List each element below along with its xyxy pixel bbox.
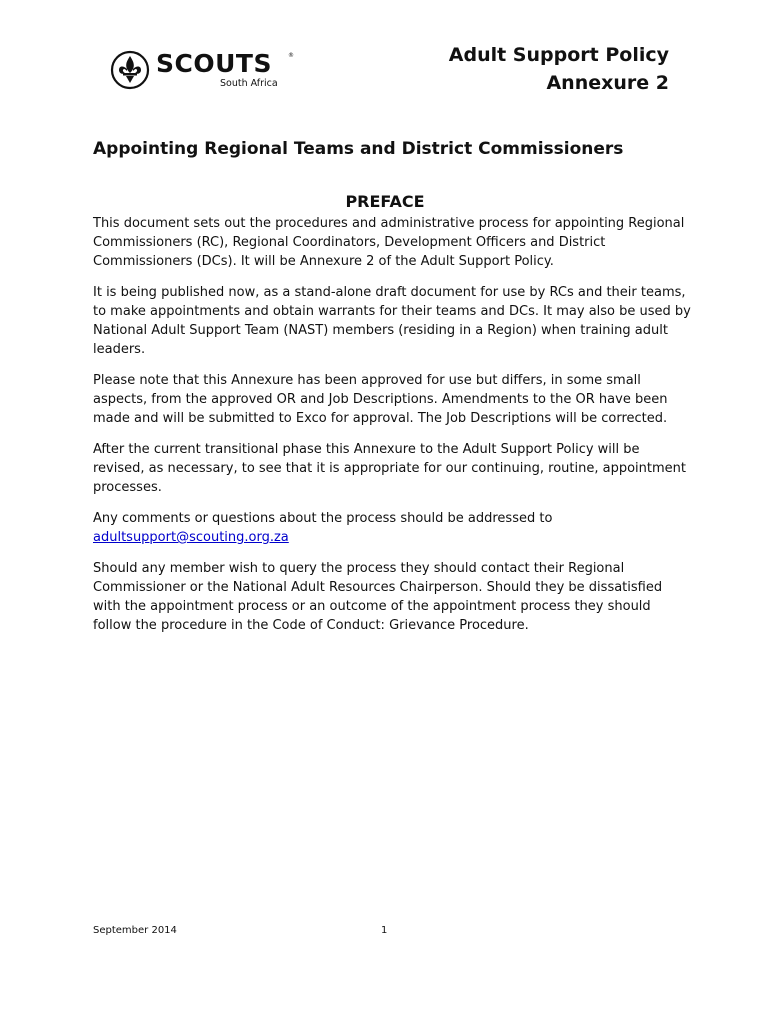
page-heading: Appointing Regional Teams and District Commissioners	[93, 139, 624, 159]
paragraph-3: Please note that this Annexure has been approved for use but differs, in some small aspects, from the approved OR and Job Descriptions. Amendments to the OR have been made and will be submitted to Exco for approval. The Job Descriptions will be corrected.	[93, 373, 668, 426]
email-link[interactable]: adultsupport@scouting.org.za	[93, 530, 289, 545]
logo-registered-mark: ®	[288, 52, 294, 59]
paragraph-1: This document sets out the procedures and administrative process for appointing Regional Commissioners (RC), Regional Coordinators, Development Officers and District Commissioners (DCs). It will be Annexure 2 of the Adult Support Policy.	[93, 216, 685, 269]
paragraph-5-text: Any comments or questions about the process should be addressed to	[93, 511, 553, 526]
logo-wordmark: SCOUTS	[156, 49, 272, 78]
logo-subtitle: South Africa	[220, 78, 278, 89]
scouts-logo	[110, 48, 300, 92]
document-body	[93, 214, 693, 647]
section-title: PREFACE	[345, 192, 425, 211]
page-number: 1	[381, 925, 388, 936]
paragraph-2: It is being published now, as a stand-alone draft document for use by RCs and their teams, to make appointments and obtain warrants for their teams and DCs. It may also be used by National Adult Support Team (NAST) members (residing in a Region) when training adult leaders.	[93, 285, 691, 357]
document-title-line2: Annexure 2	[546, 72, 669, 94]
footer-date: September 2014	[93, 925, 177, 936]
document-title-line1: Adult Support Policy	[448, 44, 669, 66]
paragraph-5	[93, 509, 693, 547]
paragraph-4: After the current transitional phase this Annexure to the Adult Support Policy will be revised, as necessary, to see that it is appropriate for our continuing, routine, appointment processes.	[93, 442, 686, 495]
fleur-de-lis-icon	[110, 50, 150, 90]
document-title	[449, 41, 669, 97]
paragraph-6: Should any member wish to query the process they should contact their Regional Commissioner or the National Adult Resources Chairperson. Should they be dissatisfied with the appointment process or an outcome of the appointment process they should follow the procedure in the Code of Conduct: Grievance Procedure.	[93, 561, 663, 633]
